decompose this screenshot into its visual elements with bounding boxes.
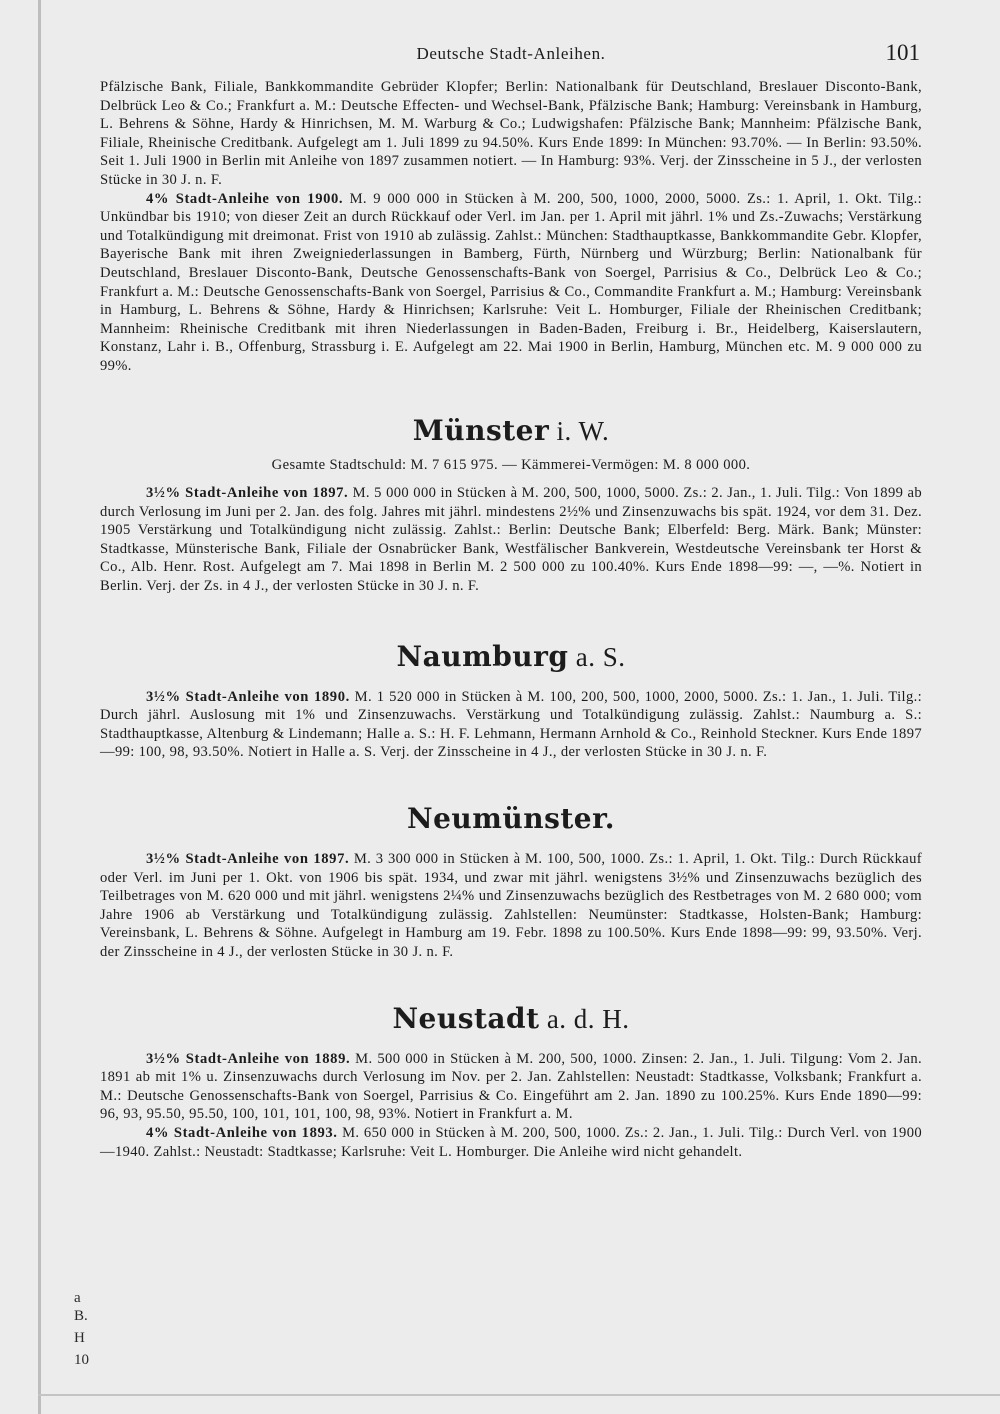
bond-text-neustadt-1893: M. 650 000 in Stücken à M. 200, 500, 1000. Zs.: 2. Jan., 1. Juli. Tilg.: Durch Verl. von 1900—1940. Zahlst.: Neustadt: Stadtkasse; Karlsruhe: Veit L. Homburger. Die Anleihe wird nicht gehandelt. (100, 1124, 922, 1160)
city-name-muenster: Münster (412, 413, 550, 447)
heading-neumuenster (100, 802, 922, 836)
bond-text-muenster: M. 5 000 000 in Stücken à M. 200, 500, 1000, 5000. Zs.: 2. Jan., 1. Juli. Tilg.: Von 1899 ab durch Verlosung im Juni per 2. Jan. des folg. Jahres mit jährl. mindestens 2½% und Zinsenzuwachs bis spät. 1924, vor dem 31. Dez. 1905 Verstärkung und Totalkündigung nicht zulässig. Zahlst.: Berlin: Deutsche Bank; Elberfeld: Berg. Märk. Bank; Münster: Stadtkasse, Münsterische Bank, Filiale der Osnabrücker Bank, Westfälischer Bankverein, Westdeutsche Vereinsbank ter Horst & Co., Alb. Henr. Rost. Aufgelegt am 7. Mai 1898 in Berlin M. 2 500 000 zu 100.40%. Kurs Ende 1898—99: —, —%. Notiert in Berlin. Verj. der Zs. in 4 J., der verlosten Stücke in 30 J. n. F. (100, 485, 922, 595)
bond-title-muenster: 3½% Stadt-Anleihe von 1897. (146, 485, 349, 502)
bond-text-neustadt-1889: M. 500 000 in Stücken à M. 200, 500, 1000. Zinsen: 2. Jan., 1. Juli. Tilgung: Vom 2. Jan. 1891 ab mit 1% u. Zinsenzuwachs durch Verlosung im Nov. per 2. Jan. Zahlstellen: Neustadt: Stadtkasse, Volksbank; Frankfurt a. M.: Deutsche Genossenschafts-Bank von Soergel, Parrisius & Co. Eingeführt am 2. Jan. 1890 zu 100.25%. Kurs Ende 1890—99: 96, 93, 95.50, 95.50, 100, 101, 101, 100, 98, 93%. Notiert in Frankfurt a. M. (100, 1050, 922, 1123)
spacer (100, 674, 922, 688)
page-edge-left (38, 0, 41, 1414)
bond-entry-neumuenster (100, 850, 922, 962)
heading-neustadt (100, 1002, 922, 1036)
running-head (100, 40, 922, 78)
running-head-title: Deutsche Stadt-Anleihen. (416, 44, 606, 63)
city-name-neustadt: Neustadt (392, 1001, 540, 1035)
spacer (100, 1036, 922, 1050)
intro-bond-entry (100, 190, 922, 376)
margin-note: 10 (74, 1352, 89, 1368)
margin-note: B. (74, 1308, 88, 1324)
spacer (100, 836, 922, 850)
city-suffix-naumburg: a. S. (568, 641, 626, 672)
heading-naumburg (100, 640, 922, 674)
bond-entry-neustadt-1893 (100, 1124, 922, 1161)
bond-title-neumuenster: 3½% Stadt-Anleihe von 1897. (146, 851, 350, 868)
bond-title-naumburg: 3½% Stadt-Anleihe von 1890. (146, 688, 350, 705)
intro-paragraph: Pfälzische Bank, Filiale, Bankkommandite Gebrüder Klopfer; Berlin: Nationalbank für Deutschland, Breslauer Disconto-Bank, Delbrück Leo & Co.; Frankfurt a. M.: Deutsche Effecten- und Wechsel-Bank, Pfälzische Bank; Hamburg: Vereinsbank in Hamburg, L. Behrens & Söhne, Hardy & Hinrichsen, M. M. Warburg & Co.; Ludwigshafen: Pfälzische Bank; Mannheim: Pfälzische Bank, Filiale, Rheinische Creditbank. Aufgelegt am 1. Juli 1899 zu 94.50%. Kurs Ende 1899: In München: 93.70%. — In Berlin: 93.50%. Seit 1. Juli 1900 in Berlin mit Anleihe von 1897 zusammen notiert. — In Hamburg: 93%. Verj. der Zinsscheine in 5 J., der verlosten Stücke in 30 J. n. F. (100, 79, 922, 188)
page-edge-bottom (38, 1394, 1000, 1396)
intro-bond-title: 4% Stadt-Anleihe von 1900. (146, 190, 344, 207)
bond-title-neustadt-1889: 3½% Stadt-Anleihe von 1889. (146, 1050, 351, 1067)
bond-entry-naumburg (100, 688, 922, 762)
city-suffix-neustadt: a. d. H. (539, 1003, 630, 1034)
margin-note: a (74, 1290, 81, 1306)
debt-summary-muenster: Gesamte Stadtschuld: M. 7 615 975. — Kämmerei-Vermögen: M. 8 000 000. (271, 456, 751, 473)
page-number: 101 (885, 40, 920, 65)
city-name-naumburg: Naumburg (396, 639, 569, 673)
city-suffix-muenster: i. W. (549, 415, 610, 446)
margin-note: H (74, 1330, 85, 1346)
city-name-neumuenster: Neumünster. (406, 802, 616, 836)
page-body (100, 40, 923, 1161)
heading-muenster (100, 414, 922, 448)
bond-text-neumuenster: M. 3 300 000 in Stücken à M. 100, 500, 1000. Zs.: 1. April, 1. Okt. Tilg.: Durch Rückkauf oder Verl. im Juni per 1. Okt. von 1906 bis spät. 1934, und zwar mit jährl. wenigstens 3½% und Zinsenzuwachs bezüglich des Teilbetrages von M. 620 000 und mit jährl. wenigstens 2¼% und Zinsenzuwachs bezüglich des Restbetrages von M. 2 680 000; vom Jahre 1906 ab Verstärkung und Totalkündigung zulässig. Zahlstellen: Neumünster: Stadtkasse, Holsten-Bank; Hamburg: Vereinsbank, L. Behrens & Söhne. Aufgelegt in Hamburg am 19. Febr. 1898 zu 100.50%. Kurs Ende 1898—99: 99, 93.50%. Verj. der Zinsscheine in 4 J., der verlosten Stücke in 30 J. n. F. (100, 851, 922, 960)
bond-entry-muenster (100, 484, 922, 596)
bond-text-naumburg: M. 1 520 000 in Stücken à M. 100, 200, 500, 1000, 2000, 5000. Zs.: 1. Jan., 1. Juli. Tilg.: Durch jährl. Auslosung mit 1% und Zinsenzuwachs. Verstärkung und Totalkündigung zulässig. Zahlst.: Naumburg a. S.: Stadthauptkasse, Altenburg & Lindemann; Halle a. S.: H. F. Lehmann, Hermann Arnhold & Co., Reinhold Steckner. Kurs Ende 1897—99: 100, 98, 93.50%. Notiert in Halle a. S. Verj. der Zinsscheine in 4 J., der verlosten Stücke in 30 J. n. F. (100, 688, 922, 761)
intro-bond-text: M. 9 000 000 in Stücken à M. 200, 500, 1000, 2000, 5000. Zs.: 1. April, 1. Okt. Tilg.: Unkündbar bis 1910; von dieser Zeit an durch Rückkauf oder Verl. im Jan. per 1. April mit jährl. 1% und Zs.-Zuwachs; Verstärkung und Totalkündigung mit dreimonat. Frist von 1910 ab zulässig. Zahlst.: München: Stadthauptkasse, Bankkommandite Gebr. Klopfer, Bayerische Bank mit ihren Zweigniederlassungen in Bamberg, Fürth, Nürnberg und Würzburg; Berlin: Nationalbank für Deutschland, Breslauer Disconto-Bank, Deutsche Genossenschafts-Bank von Soergel, Parrisius & Co., Delbrück Leo & Co.; Frankfurt a. M.: Deutsche Genossenschafts-Bank von Soergel, Parrisius & Co., Commandite Frankfurt a. M.; Hamburg: Vereinsbank in Hamburg, L. Behrens & Söhne, Hardy & Hinrichsen; Karlsruhe: Veit L. Homburger, Filiale der Rheinischen Creditbank; Mannheim: Rheinische Creditbank mit ihren Niederlassungen in Baden-Baden, Freiburg i. Br., Heidelberg, Kaiserslautern, Konstanz, Lahr i. B., Offenburg, Strassburg i. E. Aufgelegt am 22. Mai 1900 in Berlin, Hamburg, München etc. M. 9 000 000 zu 99%. (100, 190, 923, 374)
bond-entry-neustadt-1889 (100, 1050, 922, 1124)
bond-title-neustadt-1893: 4% Stadt-Anleihe von 1893. (146, 1124, 338, 1141)
